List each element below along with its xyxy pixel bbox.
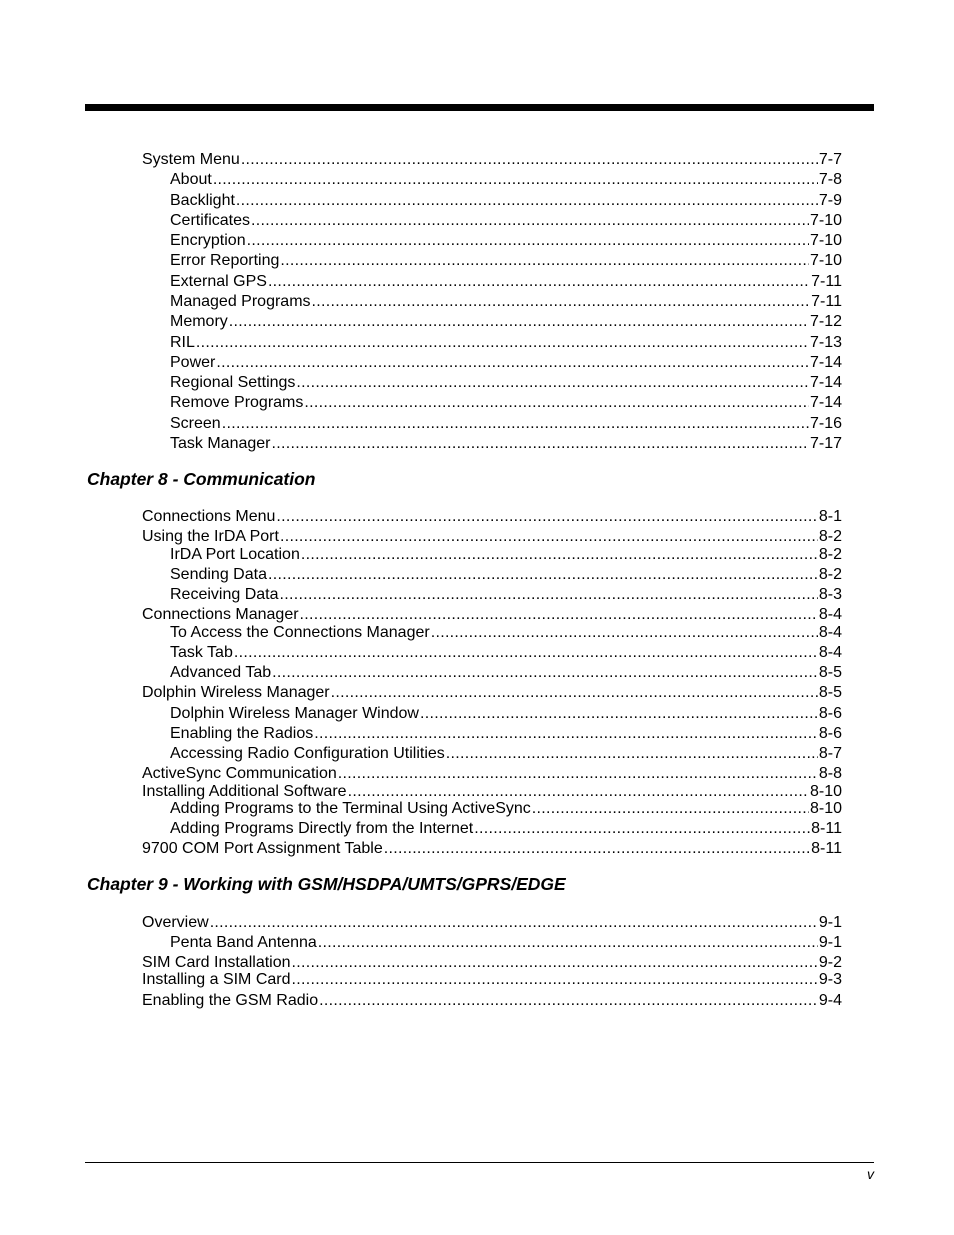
toc-dot-leader bbox=[319, 991, 818, 1011]
toc-entry[interactable] bbox=[0, 434, 954, 454]
page-number: v bbox=[867, 1166, 874, 1182]
toc-entry[interactable] bbox=[0, 683, 954, 703]
toc-entry[interactable] bbox=[0, 292, 954, 312]
toc-dot-leader bbox=[272, 663, 818, 683]
toc-entry[interactable] bbox=[0, 839, 954, 859]
toc-entry-page: 9-1 bbox=[818, 934, 842, 951]
toc-entry-page: 8-2 bbox=[818, 528, 842, 545]
toc-dot-leader bbox=[420, 704, 818, 724]
toc-entry-title: Receiving Data bbox=[170, 586, 279, 603]
toc-entry[interactable] bbox=[0, 764, 954, 784]
toc-entry[interactable] bbox=[0, 819, 954, 839]
toc-entry-title: Error Reporting bbox=[170, 252, 280, 269]
toc-entry[interactable] bbox=[0, 799, 954, 819]
toc-dot-leader bbox=[210, 913, 818, 933]
toc-entry[interactable] bbox=[0, 663, 954, 683]
toc-entry-title: Accessing Radio Configuration Utilities bbox=[170, 745, 445, 762]
toc-entry-title: About bbox=[170, 171, 212, 188]
toc-entry[interactable] bbox=[0, 312, 954, 332]
toc-entry-title: Adding Programs to the Terminal Using ActiveSync bbox=[170, 800, 531, 817]
toc-dot-leader bbox=[292, 970, 818, 990]
toc-entry-page: 8-5 bbox=[818, 664, 842, 681]
toc-entry-page: 7-17 bbox=[809, 435, 842, 452]
toc-entry-page: 9-2 bbox=[818, 954, 842, 971]
toc-entry-page: 7-10 bbox=[809, 252, 842, 269]
toc-entry-page: 7-7 bbox=[818, 151, 842, 168]
toc-dot-leader bbox=[213, 170, 818, 190]
toc-dot-leader bbox=[241, 150, 818, 170]
toc-entry-page: 8-6 bbox=[818, 725, 842, 742]
toc-dot-leader bbox=[280, 251, 809, 271]
toc-entry-page: 8-8 bbox=[818, 765, 842, 782]
toc-entry-page: 7-9 bbox=[818, 192, 842, 209]
toc-dot-leader bbox=[301, 545, 818, 565]
toc-dot-leader bbox=[331, 683, 818, 703]
toc-entry-title: Enabling the Radios bbox=[170, 725, 314, 742]
toc-dot-leader bbox=[304, 393, 809, 413]
toc-entry-title: Managed Programs bbox=[170, 293, 311, 310]
toc-entry[interactable] bbox=[0, 414, 954, 434]
toc-entry-page: 8-6 bbox=[818, 705, 842, 722]
toc-dot-leader bbox=[280, 527, 818, 547]
toc-entry[interactable] bbox=[0, 991, 954, 1011]
toc-entry-title: Advanced Tab bbox=[170, 664, 272, 681]
toc-entry-title: Dolphin Wireless Manager Window bbox=[170, 705, 419, 722]
toc-entry-title: To Access the Connections Manager bbox=[170, 624, 430, 641]
toc-entry-page: 8-1 bbox=[818, 508, 842, 525]
chapter-heading: Chapter 9 - Working with GSM/HSDPA/UMTS/GPRS/EDGE bbox=[87, 874, 566, 894]
toc-entry-title: Certificates bbox=[170, 212, 251, 229]
toc-entry-page: 8-2 bbox=[818, 546, 842, 563]
toc-entry-page: 8-7 bbox=[818, 745, 842, 762]
toc-entry[interactable] bbox=[0, 623, 954, 643]
toc-entry-title: Task Manager bbox=[170, 435, 271, 452]
toc-dot-leader bbox=[247, 231, 809, 251]
toc-entry[interactable] bbox=[0, 913, 954, 933]
toc-entry[interactable] bbox=[0, 272, 954, 292]
toc-entry[interactable] bbox=[0, 333, 954, 353]
toc-entry-title: RIL bbox=[170, 334, 195, 351]
toc-entry[interactable] bbox=[0, 353, 954, 373]
toc-dot-leader bbox=[431, 623, 818, 643]
toc-entry[interactable] bbox=[0, 373, 954, 393]
toc-dot-leader bbox=[446, 744, 818, 764]
toc-dot-leader bbox=[312, 292, 811, 312]
toc-entry-page: 8-10 bbox=[809, 800, 842, 817]
toc-entry-title: Installing Additional Software bbox=[142, 783, 347, 800]
toc-entry-title: External GPS bbox=[170, 273, 267, 290]
toc-entry[interactable] bbox=[0, 150, 954, 170]
toc-entry-title: Remove Programs bbox=[170, 394, 304, 411]
toc-entry-title: Encryption bbox=[170, 232, 246, 249]
toc-dot-leader bbox=[276, 507, 817, 527]
toc-entry[interactable] bbox=[0, 191, 954, 211]
toc-dot-leader bbox=[268, 565, 818, 585]
toc-entry[interactable] bbox=[0, 933, 954, 953]
toc-dot-leader bbox=[229, 312, 809, 332]
toc-dot-leader bbox=[236, 191, 818, 211]
toc-entry-page: 7-16 bbox=[809, 415, 842, 432]
footer-rule bbox=[85, 1162, 874, 1163]
toc-entry-page: 8-4 bbox=[818, 606, 842, 623]
toc-dot-leader bbox=[532, 799, 809, 819]
toc-entry-title: Backlight bbox=[170, 192, 235, 209]
toc-entry-page: 7-14 bbox=[809, 354, 842, 371]
toc-entry-title: Enabling the GSM Radio bbox=[142, 992, 319, 1009]
toc-entry[interactable] bbox=[0, 527, 954, 547]
toc-dot-leader bbox=[234, 643, 818, 663]
toc-entry[interactable] bbox=[0, 231, 954, 251]
toc-entry-title: Task Tab bbox=[170, 644, 233, 661]
toc-entry[interactable] bbox=[0, 585, 954, 605]
toc-entry[interactable] bbox=[0, 565, 954, 585]
toc-entry-page: 7-14 bbox=[809, 394, 842, 411]
toc-entry-page: 9-1 bbox=[818, 914, 842, 931]
toc-entry-page: 8-10 bbox=[809, 783, 842, 800]
toc-dot-leader bbox=[251, 211, 809, 231]
toc-dot-leader bbox=[280, 585, 818, 605]
toc-entry-title: Regional Settings bbox=[170, 374, 296, 391]
toc-entry[interactable] bbox=[0, 251, 954, 271]
toc-entry[interactable] bbox=[0, 393, 954, 413]
toc-entry[interactable] bbox=[0, 211, 954, 231]
toc-entry-title: Dolphin Wireless Manager bbox=[142, 684, 330, 701]
toc-entry-page: 7-14 bbox=[809, 374, 842, 391]
toc-entry-page: 8-5 bbox=[818, 684, 842, 701]
toc-dot-leader bbox=[300, 605, 818, 625]
toc-entry[interactable] bbox=[0, 605, 954, 625]
toc-dot-leader bbox=[474, 819, 810, 839]
toc-entry-title: Power bbox=[170, 354, 216, 371]
toc-entry-page: 8-4 bbox=[818, 624, 842, 641]
header-rule bbox=[85, 104, 874, 111]
toc-entry-page: 9-3 bbox=[818, 971, 842, 988]
toc-entry-title: SIM Card Installation bbox=[142, 954, 291, 971]
toc-entry[interactable] bbox=[0, 704, 954, 724]
toc-entry-page: 8-3 bbox=[818, 586, 842, 603]
toc-entry-page: 8-11 bbox=[811, 840, 842, 857]
toc-entry[interactable] bbox=[0, 744, 954, 764]
toc-entry-title: ActiveSync Communication bbox=[142, 765, 337, 782]
toc-entry-title: Overview bbox=[142, 914, 209, 931]
toc-entry[interactable] bbox=[0, 507, 954, 527]
toc-entry-page: 8-2 bbox=[818, 566, 842, 583]
toc-entry-title: Penta Band Antenna bbox=[170, 934, 317, 951]
toc-entry-title: Sending Data bbox=[170, 566, 267, 583]
toc-dot-leader bbox=[196, 333, 809, 353]
toc-entry-page: 8-11 bbox=[811, 820, 842, 837]
toc-entry-title: Using the IrDA Port bbox=[142, 528, 279, 545]
toc-entry-title: Installing a SIM Card bbox=[142, 971, 291, 988]
toc-entry-title: Adding Programs Directly from the Internet bbox=[170, 820, 474, 837]
toc-entry-title: Memory bbox=[170, 313, 228, 330]
toc-entry-page: 7-10 bbox=[809, 232, 842, 249]
toc-entry-page: 7-11 bbox=[811, 273, 842, 290]
toc-entry-page: 7-13 bbox=[809, 334, 842, 351]
toc-dot-leader bbox=[314, 724, 818, 744]
toc-dot-leader bbox=[384, 839, 810, 859]
toc-dot-leader bbox=[216, 353, 809, 373]
toc-entry-title: Connections Menu bbox=[142, 508, 276, 525]
chapter-heading: Chapter 8 - Communication bbox=[87, 469, 316, 489]
toc-dot-leader bbox=[338, 764, 818, 784]
toc-entry-page: 7-8 bbox=[818, 171, 842, 188]
toc-entry[interactable] bbox=[0, 724, 954, 744]
toc-entry-page: 7-10 bbox=[809, 212, 842, 229]
toc-entry-page: 9-4 bbox=[818, 992, 842, 1009]
toc-entry-page: 7-12 bbox=[809, 313, 842, 330]
toc-entry-page: 7-11 bbox=[811, 293, 842, 310]
toc-entry-page: 8-4 bbox=[818, 644, 842, 661]
toc-entry-title: Connections Manager bbox=[142, 606, 299, 623]
toc-entry[interactable] bbox=[0, 643, 954, 663]
toc-entry[interactable] bbox=[0, 970, 954, 990]
toc-dot-leader bbox=[296, 373, 809, 393]
toc-entry-title: IrDA Port Location bbox=[170, 546, 300, 563]
toc-dot-leader bbox=[272, 434, 809, 454]
toc-dot-leader bbox=[268, 272, 810, 292]
toc-dot-leader bbox=[318, 933, 818, 953]
toc-entry-title: Screen bbox=[170, 415, 221, 432]
toc-entry[interactable] bbox=[0, 545, 954, 565]
toc-entry-title: 9700 COM Port Assignment Table bbox=[142, 840, 383, 857]
toc-entry-title: System Menu bbox=[142, 151, 240, 168]
toc-dot-leader bbox=[222, 414, 809, 434]
toc-entry[interactable] bbox=[0, 170, 954, 190]
